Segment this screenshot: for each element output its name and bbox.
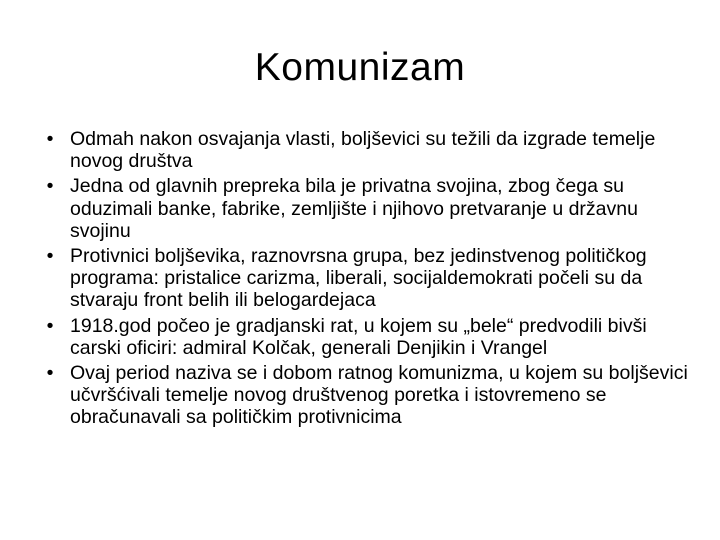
bullet-text: Ovaj period naziva se i dobom ratnog komunizma, u kojem su boljševici učvršćivali temelje novog društvenog poretka i istovremeno se obračunavali sa političkim protivnicima bbox=[70, 362, 688, 429]
bullet-text: Protivnici boljševika, raznovrsna grupa, bez jedinstvenog političkog programa: pristalice carizma, liberali, socijaldemokrati počeli su da stvaraju front belih ili belogardejaca bbox=[70, 245, 647, 312]
bullet-dot-icon: • bbox=[46, 245, 54, 268]
bullet-item bbox=[30, 245, 690, 312]
bullet-dot-icon: • bbox=[46, 128, 54, 150]
bullet-item bbox=[30, 175, 690, 242]
bullet-text: Odmah nakon osvajanja vlasti, boljševici su težili da izgrade temelje novog društva bbox=[70, 128, 656, 173]
bullet-dot-icon: • bbox=[46, 362, 54, 385]
bullet-item bbox=[30, 128, 690, 172]
slide-title: Komunizam bbox=[254, 46, 466, 89]
bullet-item bbox=[30, 315, 690, 359]
bullet-text: 1918.god počeo je gradjanski rat, u kojem su „bele“ predvodili bivši carski oficiri: admiral Kolčak, generali Denjikin i Vrangel bbox=[70, 314, 647, 359]
bullet-item bbox=[30, 362, 690, 429]
bullet-text: Jedna od glavnih prepreka bila je privatna svojina, zbog čega su oduzimali banke, fabrike, zemljište i njihovo pretvaranje u državnu svojinu bbox=[70, 175, 638, 242]
bullet-dot-icon: • bbox=[46, 314, 54, 337]
bullet-list bbox=[30, 128, 690, 432]
bullet-dot-icon: • bbox=[46, 175, 54, 198]
